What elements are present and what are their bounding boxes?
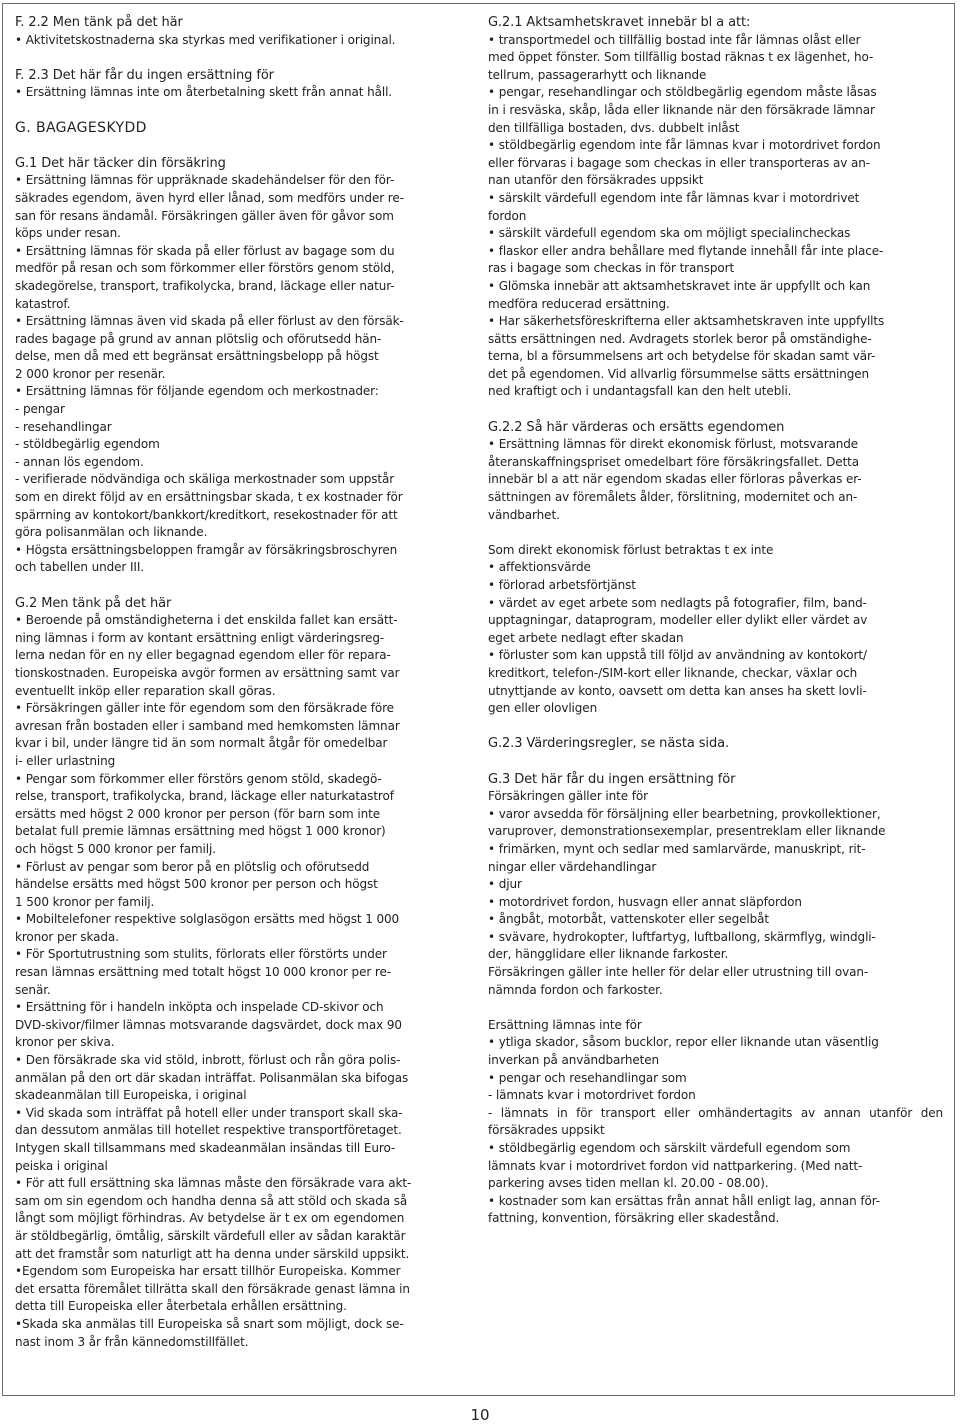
section-g3-heading: G.3 Det här får du ingen ersättning för (488, 771, 736, 787)
section-g2-paragraph: •Egendom som Europeiska har ersatt tillhör Europeiska. Kommer det ersatta föremålet tillrätta skall den försäkrade genast lämna in detta till Europeiska eller återbetala erhållen ersättning. (15, 1264, 410, 1314)
section-g21-paragraph: • Glömska innebär att aktsamhetskravet inte är uppfyllt och kan medföra reducerad ersättning. (488, 278, 871, 311)
section-g2-paragraph: • Beroende på omständigheterna i det enskilda fallet kan ersätt- ning lämnas i form av kontant ersättning enligt värderingsreg- lerna nedan för en ny eller begagnad egendom eller för repara- tionskostnaden. Europeiska avgör formen av ersättning samt var eventuellt inköp eller reparation skall göras. (15, 613, 400, 698)
section-g21-paragraph: • Har säkerhetsföreskrifterna eller aktsamhetskraven inte uppfyllts sätts ersättningen ned. Avdragets storlek beror på omständighe- terna, bl a försummelsens art och betydelse för skadan samt vär- det på egendomen. Vid allvarlig försummelse sätts ersättningen ned kraftigt och i undantagsfall kan den helt utebli. (488, 314, 885, 399)
section-g1-paragraph: • Ersättning lämnas för uppräknade skadehändelser för den för- säkrades egendom, även hyrd eller lånad, som medförs under re- san för resans ändamål. Försäkringen gäller även för gåvor som köps under resan. (15, 173, 404, 241)
section-g1-paragraph: • Ersättning lämnas för skada på eller förlust av bagage som du medför på resan och som förkommer eller förstörs genom stöld, skadegörelse, transport, trafikolycka, brand, läckage eller natur- katastrof. (15, 243, 395, 311)
section-g3-paragraph: Försäkringen gäller inte för • varor avsedda för försäljning eller bearbetning, provkollektioner, varuprover, demonstrationsexemplar, presentreklam eller liknande • frimärken, mynt och sedlar med samlarvärde, manuskript, rit- ningar eller värdehandlingar • djur • motordrivet fordon, husvagn eller annat släpfordon • ångbåt, motorbåt, vattenskoter eller segelbåt • svävare, hydrokopter, luftfartyg, luftballong, skärmflyg, windgli- der, hängglidare eller liknande farkoster. Försäkringen gäller inte heller för delar eller utrustning till ovan- nämnda fordon och farkoster. (488, 789, 886, 997)
section-g-heading: G. BAGAGESKYDD (15, 119, 147, 136)
page-number: 10 (470, 1406, 490, 1424)
section-g1-paragraph: • Högsta ersättningsbeloppen framgår av försäkringsbroschyren och tabellen under III. (15, 542, 398, 575)
section-f23-text: • Ersättning lämnas inte om återbetalning skett från annat håll. (15, 85, 393, 100)
section-g1-paragraph: • Ersättning lämnas även vid skada på eller förlust av den försäk- rades bagage på grund av annan plötslig och oförutsedd hän- delse, men då med ett begränsat ersättningsbelopp på högst 2 000 kronor per resenär. (15, 314, 404, 381)
section-g2-paragraph: • Försäkringen gäller inte för egendom som den försäkrade före avresan från bostaden eller i samband med hemkomsten lämnar kvar i bil, under längre tid än som normalt åtgår för omedelbar i- eller urlastning (15, 701, 400, 768)
section-g2-paragraph: • Den försäkrade ska vid stöld, inbrott, förlust och rån göra polis- anmälan på den ort där skadan inträffat. Polisanmälan ska bifogas skadeanmälan till Europeiska, i original (15, 1053, 409, 1103)
section-g2-paragraph: • Mobiltelefoner respektive solglasögon ersätts med högst 1 000 kronor per skada. (15, 912, 400, 944)
section-g21-paragraph: • särskilt värdefull egendom ska om möjligt specialincheckas (488, 226, 851, 241)
section-g1-paragraph: • Ersättning lämnas för följande egendom och merkostnader: - pengar - resehandlingar - stöldbegärlig egendom - annan lös egendom. - verifierade nödvändiga och skäliga merkostnader som uppstår som en direkt följd av en ersättningsbar skada, t ex kostnader för spärrning av kontokort/bankkort/kreditkort, resekostnader för att göra polisanmälan och liknande. (15, 384, 403, 540)
section-g2-paragraph: • Vid skada som inträffat på hotell eller under transport skall ska- dan dessutom anmälas till hotellet respektive transportföretaget. Intygen skall tillsammans med skadeanmälan insändas till Euro- peiska i original (15, 1105, 403, 1173)
section-g3-paragraph: Ersättning lämnas inte för • ytliga skador, såsom bucklor, repor eller liknande utan väsentlig inverkan på användbarheten • pengar och resehandlingar som - lämnats kvar i motordrivet fordon - lämnats in för transport eller omhändertagits av annan utanför den försäkrades uppsikt • stöldbegärlig egendom och särskilt värdefull egendom som lämnats kvar i motordrivet fordon vid nattparkering. (Med natt- parkering avses tiden mellan kl. 20.00 - 08.00). • kostnader som kan ersättas från annat håll enligt lag, annan för- fattning, konvention, försäkring eller skadestånd. (488, 1017, 943, 1226)
section-g21-paragraph: • transportmedel och tillfällig bostad inte får lämnas olåst eller med öppet fönster. Som tillfällig bostad räknas t ex lägenhet, ho- tellrum, passagerarhytt och liknande (488, 32, 874, 82)
right-column (488, 14, 943, 1228)
section-g21-heading: G.2.1 Aktsamhetskravet innebär bl a att: (488, 15, 751, 30)
section-f23-heading: F. 2.3 Det här får du ingen ersättning för (15, 67, 274, 83)
section-f22-text: • Aktivitetskostnaderna ska styrkas med verifikationer i original. (15, 32, 396, 47)
section-g1-heading: G.1 Det här täcker din försäkring (15, 155, 226, 171)
section-g22-paragraph: Som direkt ekonomisk förlust betraktas t ex inte • affektionsvärde • förlorad arbetsförtjänst • värdet av eget arbete som nedlagts på fotografier, film, band- upptagningar, dataprogram, modeller eller dylikt eller värdet av eget arbete nedlagt efter skadan • förluster som kan uppstå till följd av användning av kontokort/ kreditkort, telefon-/SIM-kort eller liknande, checkar, växlar och utnyttjande av konto, oavsett om detta kan anses ha skett lovli- gen eller olovligen (488, 542, 868, 716)
left-column (15, 14, 468, 1351)
section-g2-paragraph: •Skada ska anmälas till Europeiska så snart som möjligt, dock se- nast inom 3 år från kännedomstillfället. (15, 1316, 404, 1349)
section-f22-heading: F. 2.2 Men tänk på det här (15, 15, 183, 30)
section-g21-paragraph: • flaskor eller andra behållare med flytande innehåll får inte place- ras i bagage som checkas in för transport (488, 243, 884, 276)
section-g21-paragraph: • särskilt värdefull egendom inte får lämnas kvar i motordrivet fordon (488, 190, 860, 223)
section-g2-paragraph: • För Sportutrustning som stulits, förlorats eller förstörts under resan lämnas ersättning med totalt högst 10 000 kronor per re- senär. (15, 947, 391, 997)
section-g21-paragraph: • stöldbegärlig egendom inte får lämnas kvar i motordrivet fordon eller förvaras i bagage som checkas in eller transporteras av an- nan utanför den försäkrades uppsikt (488, 138, 881, 188)
section-g2-paragraph: • Ersättning för i handeln inköpta och inspelade CD-skivor och DVD-skivor/filmer lämnas motsvarande dagsvärdet, dock max 90 kronor per skiva. (15, 1000, 402, 1050)
section-g2-heading: G.2 Men tänk på det här (15, 595, 172, 611)
section-g2-paragraph: • För att full ersättning ska lämnas måste den försäkrade vara akt- sam om sin egendom och handha denna så att stöld och skada så långt som möjligt förhindras. Av betydelse är t ex om egendomen är stöldbegärlig, ömtålig, särskilt värdefull eller av sådan karaktär att det framstår som naturligt att ha denna under särskild uppsikt. (15, 1176, 412, 1261)
section-g22-heading: G.2.2 Så här värderas och ersätts egendomen (488, 419, 785, 435)
section-g21-paragraph: • pengar, resehandlingar och stöldbegärlig egendom måste låsas in i resväska, skåp, låda eller liknande när den försäkrade lämnar den tillfälliga bostaden, dvs. dubbelt inlåst (488, 85, 877, 135)
section-g23-heading: G.2.3 Värderingsregler, se nästa sida. (488, 736, 729, 752)
section-g2-paragraph: • Pengar som förkommer eller förstörs genom stöld, skadegö- relse, transport, trafikolycka, brand, läckage eller naturkatastrof ersätts med högst 2 000 kronor per person (för barn som inte betalat full premie lämnas ersättning med högst 1 000 kronor) och högst 5 000 kronor per familj. (15, 771, 394, 856)
section-g2-paragraph: • Förlust av pengar som beror på en plötslig och oförutsedd händelse ersätts med högst 500 kronor per person och högst 1 500 kronor per familj. (15, 859, 378, 909)
section-g22-paragraph: • Ersättning lämnas för direkt ekonomisk förlust, motsvarande återanskaffningspriset omedelbart före försäkringsfallet. Detta innebär bl a att när egendom skadas eller förloras påverkas er- sättningen av föremålets ålder, förslitning, modernitet och an- vändbarhet. (488, 437, 862, 522)
